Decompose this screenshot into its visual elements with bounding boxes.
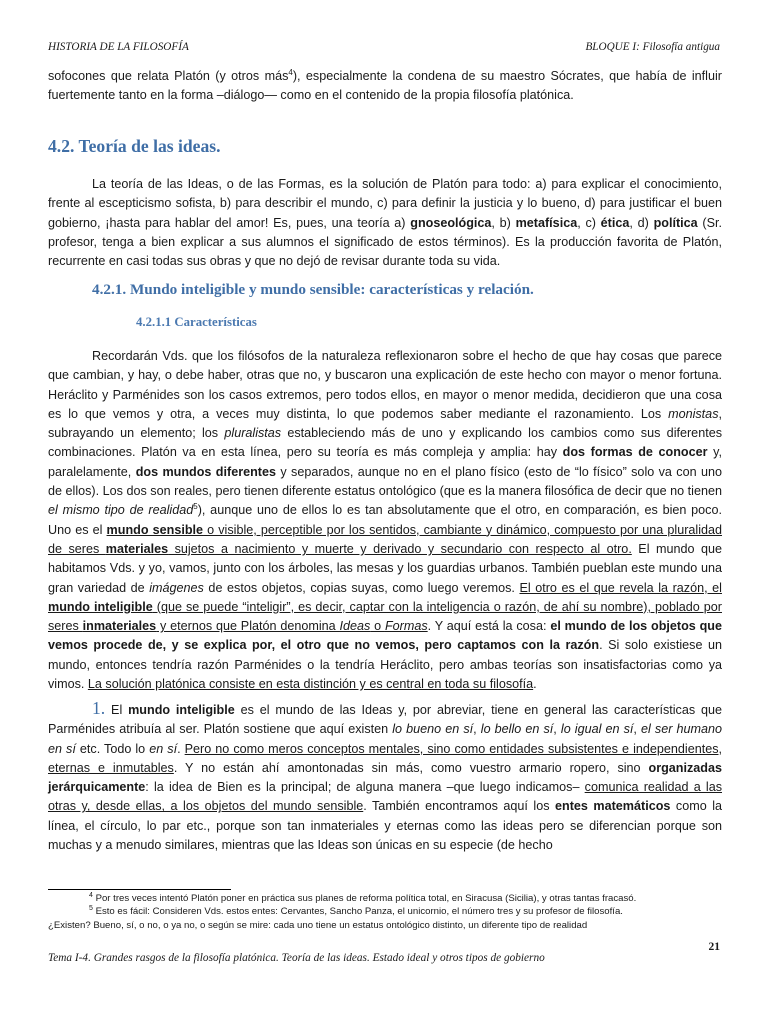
footnote-text: Esto es fácil: Consideren Vds. estos entes: Cervantes, Sancho Panza, el unicornio, el número tres y su profesor de filosofía. <box>92 906 623 918</box>
text-run: ), aunque uno de ellos lo es tan absolutamente que el otro, en comparación, es bien poco. Uno es el <box>48 503 722 537</box>
term-equal-in-itself: lo igual en sí <box>560 722 634 737</box>
text-run: , <box>553 722 561 737</box>
text-run: y separados, aunque no en el plano físico (esto de “lo físico” solo va con uno de ellos). Los dos son reales, pero tienen diferente estatus ontológico (que es la manera filosófica de decir que no tienen <box>48 464 722 499</box>
list-number: 1. <box>92 698 106 718</box>
text-run: El <box>105 703 129 717</box>
text-run: El mundo que habitamos Vds. y yo, vamos, junto con los árboles, las mesas y los guardias urbanos. También pueblan este mundo una gran variedad de <box>48 541 722 595</box>
paragraph-intro-continuation <box>48 67 722 106</box>
emphasis-key-thesis: el mundo de los objetos que vemos procede de, y se explica por, el otro que no vemos, pero captamos con la razón <box>48 619 723 653</box>
text-run: y eternos que Platón denomina <box>156 619 340 634</box>
term-forms: Formas <box>384 619 428 634</box>
text-run: La teoría de las Ideas, o de las Formas, es la solución de Platón para todo: a) para explicar el conocimiento, frente al escepticismo sofista, b) para describir el mundo, c) para definir la justicia y lo bueno, d) para justificar el buen gobierno, ¡hasta para hablar del amor! Es, pues, una teoría a) <box>48 177 722 230</box>
text-run: (Sr. profesor, tenga a bien explicar a sus alumnos el significado de estos términos). Es la producción favorita de Platón, recurrente en casi todas sus obras y que no dejó de revisar durante toda su vida. <box>48 215 722 269</box>
text-run: . Si solo existiese un mundo, entonces tendría razón Parménides o la tendría Heráclito, pero ambas teorías son insatisfactorias como ya vimos. <box>48 638 722 692</box>
text-run: , <box>473 722 481 737</box>
footnote-4 <box>48 892 722 905</box>
emphasis-same-reality: el mismo tipo de realidad <box>48 503 194 518</box>
text-run: ), especialmente la condena de su maestro Sócrates, que había de influir fuertemente tanto en la forma –diálogo— como en el contenido de la propia filosofía platónica. <box>48 69 722 103</box>
header-course-title: HISTORIA DE LA FILOSOFÍA <box>48 41 189 53</box>
text-run: , d) <box>629 215 654 230</box>
underlined-communicates-reality: comunica realidad a las otras y, desde ellas, a los objetos del mundo sensible <box>48 780 722 814</box>
term-metaphysical: metafísica <box>515 215 578 230</box>
footnote-number: 5 <box>89 905 93 913</box>
text-run: sofocones que relata Platón (y otros más <box>48 69 289 83</box>
text-run: y, paralelamente, <box>48 445 722 479</box>
underlined-sensible-world <box>48 523 722 556</box>
term-images: imágenes <box>149 580 204 595</box>
text-run: estableciendo más de uno y explicando los cambios como sus diferentes combinaciones. Platón va en esta línea, pero su teoría es más compleja y amplia: hay <box>48 426 722 460</box>
footnote-number: 4 <box>89 891 93 899</box>
subsection-heading: 4.2.1. Mundo inteligible y mundo sensible: características y relación. <box>92 281 534 298</box>
text-run: Recordarán Vds. que los filósofos de la naturaleza reflexionaron sobre el hecho de que hay cosas que parece que cambian, y hay, o debe haber, otras que no, y buscaron una explicación de este hecho con mayor o menor fortuna. Heráclito y Parménides son los casos extremos, pero todos ellos, en mayor o menor medida, decidieron que una cosa es lo que vemos y otra, a veces muy distinta, lo que podemos saber mediante el razonamiento. Los <box>48 349 722 421</box>
emphasis-two-ways-of-knowing: dos formas de conocer <box>562 445 708 460</box>
term-material: materiales <box>105 541 169 556</box>
term-hierarchical: organizadas jerárquicamente <box>48 760 722 795</box>
section-heading: 4.2. Teoría de las ideas. <box>48 136 221 156</box>
text-run: , c) <box>577 215 601 230</box>
text-run: de estos objetos, copias suyas, como luego veremos. <box>203 580 520 595</box>
text-run: (que se puede “inteligir”, es decir, captar con la inteligencia o razón, de ahí su nombre), poblado por seres <box>48 599 722 634</box>
term-intelligible-world: mundo inteligible <box>128 703 235 717</box>
text-run: , b) <box>491 215 516 230</box>
term-mathematical-entities: entes matemáticos <box>555 799 671 814</box>
emphasis-two-worlds: dos mundos diferentes <box>135 464 276 479</box>
text-run: sujetos a nacimiento y muerte y derivado y secundario con respecto al otro. <box>168 541 632 556</box>
header-block-title: BLOQUE I: Filosofía antigua <box>585 41 720 53</box>
underlined-platonic-solution: La solución platónica consiste en esta distinción y es central en toda su filosofía <box>87 677 534 692</box>
text-run: , subrayando un elemento; los <box>48 406 722 441</box>
term-ethical: ética <box>600 215 630 230</box>
term-political: política <box>653 215 698 230</box>
term-intelligible-world: mundo inteligible <box>48 599 153 614</box>
text-run: es el mundo de las Ideas y, por abreviar, tiene en general las características que Parménides atribuía al ser. Platón sostiene que aquí existen <box>48 703 723 737</box>
footnote-ref-5[interactable]: 5 <box>193 502 198 512</box>
term-pluralists: pluralistas <box>224 426 282 441</box>
paragraph-theory-overview <box>48 175 722 271</box>
text-run: . <box>533 677 537 692</box>
subsubsection-heading: 4.2.1.1 Características <box>136 315 257 329</box>
term-human-in-itself: el ser humano en sí <box>48 722 723 756</box>
term-beautiful-in-itself: lo bello en sí <box>480 722 554 737</box>
text-run: como la línea, el círculo, lo par etc., porque son tan inmateriales y eternas como las ideas pero se diferencian porque son muchas y a menudo similares, mientras que las Ideas son únicas en su especie (de hecho <box>48 799 722 853</box>
term-good-in-itself: lo bueno en sí <box>392 722 474 737</box>
term-sensible-world: mundo sensible <box>106 522 204 537</box>
page-number: 21 <box>708 941 720 953</box>
footnote-ref-4[interactable]: 4 <box>288 67 293 77</box>
text-run: . Y aquí está la cosa: <box>427 619 551 634</box>
footnote-separator <box>48 889 231 890</box>
text-run: . Y no están ahí amontonadas sin más, como vuestro armario ropero, sino <box>173 760 649 775</box>
text-run: o visible, perceptible por los sentidos, cambiante y dinámico, compuesto por una pluralidad de seres <box>48 522 723 556</box>
text-run: : la idea de Bien es la principal; de alguna manera –que luego indicamos– <box>145 780 585 795</box>
footnote-5-continuation: ¿Existen? Bueno, sí, o no, o ya no, o según se mire: cada uno tiene un estatus ontológico distinto, un diferente tipo de realidad <box>48 919 588 931</box>
paragraph-two-worlds <box>48 347 722 694</box>
paragraph-intelligible-world <box>48 699 722 855</box>
footnotes <box>48 892 722 932</box>
text-run: . <box>177 741 185 756</box>
text-run: . También encontramos aquí los <box>363 799 556 814</box>
running-footer: Tema I-4. Grandes rasgos de la filosofía platónica. Teoría de las ideas. Estado ideal y otros tipos de gobierno <box>48 952 545 964</box>
term-in-itself: en sí <box>149 741 178 756</box>
underlined-subsistent-entities: Pero no como meros conceptos mentales, sino como entidades subsistentes e independientes, eternas e inmutables <box>48 741 722 775</box>
running-header <box>48 41 720 57</box>
text-run: etc. Todo lo <box>75 741 150 756</box>
footnote-text: Por tres veces intentó Platón poner en práctica sus planes de reforma política total, en Siracusa (Sicilia), y otras tantas fracasó. <box>92 893 637 904</box>
term-gnoseological: gnoseológica <box>410 215 492 230</box>
term-monists: monistas <box>668 406 719 421</box>
term-ideas: Ideas <box>339 619 371 634</box>
footnote-5 <box>48 905 722 918</box>
term-immaterial: inmateriales <box>82 619 157 634</box>
text-run: El otro es el que revela la razón, el <box>519 580 722 595</box>
text-run: o <box>370 619 385 634</box>
text-run: , <box>633 722 642 737</box>
